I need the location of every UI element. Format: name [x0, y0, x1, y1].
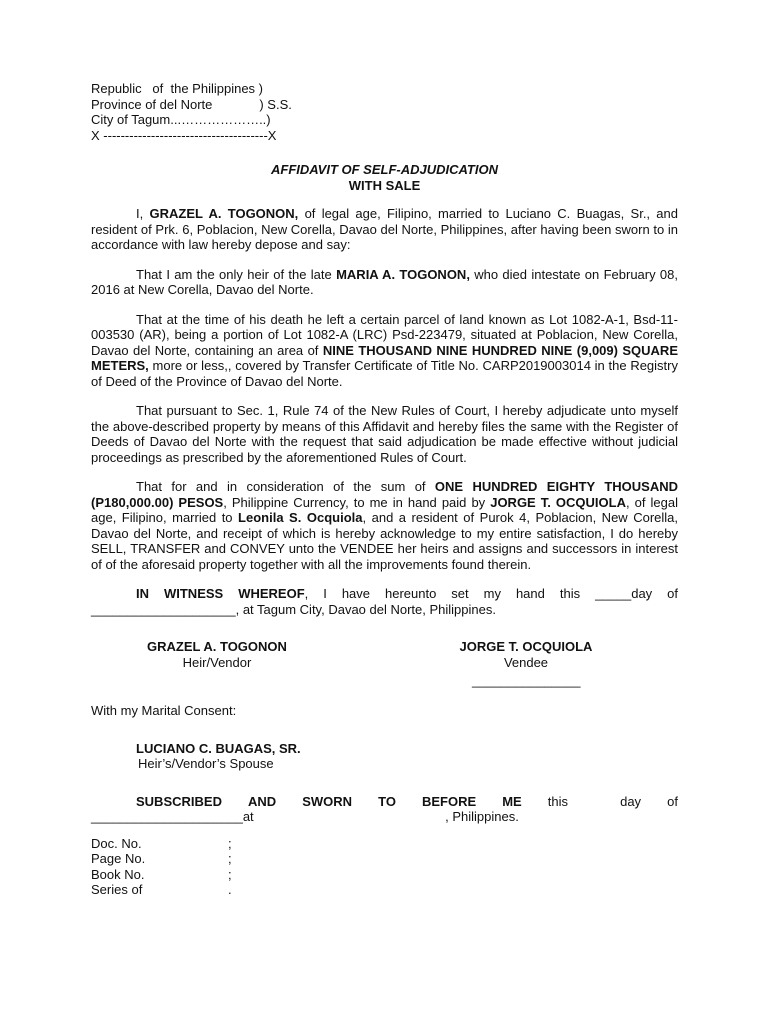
- vendee-name-inline: JORGE T. OCQUIOLA: [490, 494, 626, 510]
- venue-republic-line: Republic of the Philippines ): [91, 81, 263, 96]
- p5-mid1: , Philippine Currency, to me in hand paid by: [223, 494, 491, 510]
- jurat-line-2: _____________________at , Philippines.: [91, 808, 519, 824]
- p3-post: more or less,, covered by Transfer Certificate of Title No. CARP2019003014 in the Registry of Deed of the Province of Davao del Norte.: [91, 358, 678, 389]
- series-value: .: [228, 882, 232, 897]
- marital-consent-label: With my Marital Consent:: [91, 703, 237, 718]
- doc-no-value: ;: [228, 835, 232, 851]
- witness-lead: IN WITNESS WHEREOF: [136, 586, 305, 601]
- jurat-word-this: this: [547, 793, 568, 809]
- p5-post: , and a resident of Purok 4, Poblacion, New Corella, Davao del Norte, and receipt of which is hereby acknowledge to my entire satisfaction, I do hereby SELL, TRANSFER and CONVEY unto the VENDEE her heirs and assigns and successors in interest of of the aforesaid property together with all the improvements found therein.: [91, 510, 678, 572]
- venue-block: [91, 81, 678, 143]
- page-no-label: Page No.: [91, 851, 146, 866]
- doc-no-label: Doc. No.: [91, 835, 142, 851]
- adjudication-paragraph: That pursuant to Sec. 1, Rule 74 of the New Rules of Court, I hereby adjudicate unto myself the above-described property by means of this Affidavit and hereby files the same with the Register of Deeds of Davao del Norte with the request that said adjudication be made effective without judicial proceedings as prescribed by the aforementioned Rules of Court.: [91, 403, 678, 465]
- vendor-role: Heir/Vendor: [182, 654, 252, 670]
- book-no-value: ;: [228, 866, 232, 882]
- venue-separator-line: X --------------------------------------X: [91, 127, 277, 143]
- signature-block: [91, 639, 678, 699]
- p5-mid2: , of legal age, Filipino, married to: [91, 494, 678, 525]
- p3-pre: That at the time of his death he left a certain parcel of land known as Lot 1082-A-1, Bsd-11-003530 (AR), being a portion of Lot 1082-A (LRC) Psd-223479, situated at Poblacion, New Corella, Davao del Norte, containing an area of: [91, 311, 678, 358]
- spouse-role: Heir’s/Vendor’s Spouse: [138, 756, 274, 771]
- sale-amount: ONE HUNDRED EIGHTY THOUSAND (P180,000.00) PESOS: [91, 479, 678, 510]
- doc-no-row: [91, 836, 678, 852]
- p5-pre: That for and in consideration of the sum of: [136, 479, 435, 494]
- jurat-word-of: of: [667, 793, 678, 809]
- jurat-word-and: AND: [248, 793, 277, 809]
- jurat-word-subscribed: SUBSCRIBED: [136, 793, 222, 809]
- page-no-value: ;: [228, 851, 232, 866]
- jurat-word-me: ME: [502, 793, 522, 809]
- venue-city-line: City of Tagum...………………..): [91, 112, 271, 127]
- vendor-name: GRAZEL A. TOGONON: [147, 639, 287, 654]
- book-no-row: [91, 867, 678, 883]
- jurat-word-sworn: SWORN: [302, 793, 353, 809]
- p1-pre: I,: [136, 206, 150, 221]
- series-label: Series of: [91, 882, 143, 897]
- vendee-signature-line: _______________: [472, 673, 581, 688]
- vendee-signature: [451, 639, 601, 670]
- notarial-register: [91, 836, 678, 898]
- vendee-name: JORGE T. OCQUIOLA: [459, 639, 593, 654]
- affiant-paragraph: [91, 206, 678, 253]
- affiant-name: GRAZEL A. TOGONON,: [149, 206, 299, 221]
- vendor-signature: [136, 639, 298, 670]
- witness-paragraph: [91, 586, 678, 617]
- jurat-word-before: BEFORE: [422, 793, 477, 809]
- vendee-role: Vendee: [503, 654, 549, 670]
- vendee-spouse-name: Leonila S. Ocquiola: [238, 510, 363, 525]
- sale-paragraph: [91, 479, 678, 572]
- title-line-2: WITH SALE: [348, 177, 421, 193]
- title-line-1: AFFIDAVIT OF SELF-ADJUDICATION: [270, 162, 498, 177]
- p2-post: who died intestate on February 08, 2016 at New Corella, Davao del Norte.: [91, 266, 679, 297]
- spouse-signature: [91, 741, 678, 772]
- page-no-row: [91, 851, 678, 867]
- jurat-word-to: TO: [378, 793, 396, 809]
- venue-province-line: Province of del Norte ) S.S.: [91, 96, 292, 112]
- jurat-word-day: day: [620, 793, 642, 809]
- jurat-line-1: [136, 794, 678, 810]
- p2-pre: That I am the only heir of the late: [136, 266, 337, 282]
- p6-post: , I have hereunto set my hand this _____day of ____________________, at Tagum City, Davao del Norte, Philippines.: [91, 586, 679, 617]
- document-title: [91, 162, 678, 193]
- jurat-block: [91, 794, 678, 828]
- property-area: NINE THOUSAND NINE HUNDRED NINE (9,009) SQUARE METERS,: [91, 342, 678, 373]
- affidavit-page: [91, 81, 678, 898]
- book-no-label: Book No.: [91, 866, 145, 882]
- p1-post: of legal age, Filipino, married to Luciano C. Buagas, Sr., and resident of Prk. 6, Poblacion, New Corella, Davao del Norte, Philippines, after having been sworn to in accordance with law hereby depose and say:: [91, 206, 678, 252]
- series-row: [91, 882, 678, 898]
- decedent-name: MARIA A. TOGONON,: [336, 266, 470, 282]
- property-paragraph: [91, 312, 678, 390]
- spouse-name: LUCIANO C. BUAGAS, SR.: [136, 740, 301, 756]
- heir-paragraph: [91, 267, 678, 298]
